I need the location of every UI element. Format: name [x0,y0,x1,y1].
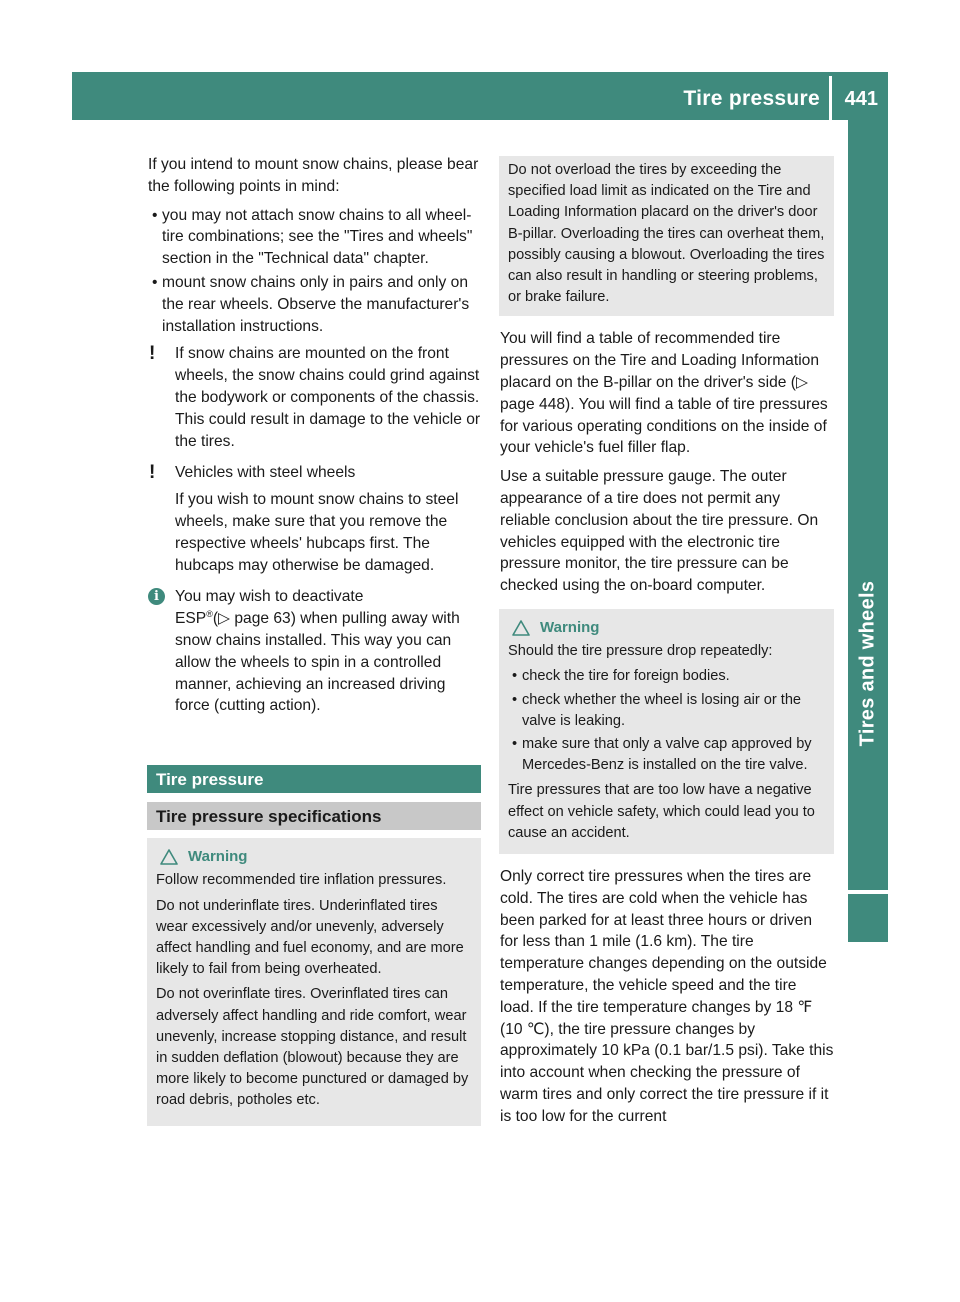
steel-wheels-heading: Vehicles with steel wheels [175,464,356,482]
overload-text: Do not overload the tires by exceeding the specified load limit as indicated on the Tire and Loading Information placard on the driver's door B-pillar. Overloading the tires can overheat them, possibly causing a blowout. Overloading the tires can also result in handling or steering problems, or brake failure. [508,162,825,306]
warning-box [147,838,481,1125]
steel-wheels-note [148,462,481,576]
list-item: • make sure that only a valve cap approved by Mercedes-Benz is installed on the tire valve. [508,734,825,776]
list-item: • check the tire for foreign bodies. [508,666,825,687]
page-number: 441 [844,88,878,110]
esp-label: ESP [175,610,207,628]
warning-outro: Tire pressures that are too low have a negative effect on vehicle safety, which could lead you to cause an accident. [508,782,815,841]
info-note [148,586,481,717]
side-tab-text: Tires and wheels [856,580,879,746]
caution-text: If snow chains are mounted on the front wheels, the snow chains could grind against the bodywork or components of the chassis. This could result in damage to the vehicle or the tires. [175,345,481,450]
warning-list [508,666,825,776]
cold-tires-paragraph: Only correct tire pressures when the tires are cold. The tires are cold when the vehicle has been parked for at least three hours or driven for less than 1 mile (1.6 km). The tire temperature changes depending on the outside temperature, the vehicle speed and the tire load. If the tire temperature changes by 18 ℉ (10 ℃), the tire pressure changes by approximately 10 kPa (0.1 bar/1.5 psi). Take this into account when checking the pressure of warm tires and only correct the tire pressure if it is too low for the current [500,868,834,1125]
warning-heading [508,617,825,638]
steel-wheels-text: If you wish to mount snow chains to steel wheels, make sure that you remove the respective wheels' hubcaps first. The hubcaps may otherwise be damaged. [175,491,459,574]
warning-title: Warning [188,848,248,866]
list-item: • mount snow chains only in pairs and only on the rear wheels. Observe the manufacturer's installation instructions. [148,272,481,337]
intro-paragraph: If you intend to mount snow chains, please bear the following points in mind: [148,156,479,195]
info-text [175,608,481,717]
gauge-paragraph: Use a suitable pressure gauge. The outer appearance of a tire does not permit any reliable conclusion about the tire pressure. On vehicles equipped with the electronic tire pressure monitor, the tire pressure can be checked using the on-board computer. [500,468,819,595]
info-icon: i [148,588,165,605]
info-line1: You may wish to deactivate [175,588,364,606]
header-title: Tire pressure [683,87,820,110]
snow-chain-list [148,205,481,338]
esp-page-reference[interactable]: (▷ page 63) when pulling away with snow chains installed. This way you can allow the wheels to spin in a controlled manner, achieving an increased driving force (cutting action). [175,610,460,715]
page-header [72,72,888,120]
exclamation-icon: ! [149,343,156,365]
list-item: • you may not attach snow chains to all wheel-tire combinations; see the "Tires and wheels" section in the "Technical data" chapter. [148,205,481,270]
warning-heading [156,846,472,867]
right-column [500,156,834,1135]
side-tab-label [848,478,888,848]
side-tab-marker [848,894,888,942]
overload-warning-box [499,156,834,316]
registered-mark: ® [206,608,213,619]
header-divider [829,76,832,120]
warning-triangle-icon [512,620,530,636]
warning-paragraph: Do not overinflate tires. Overinflated tires can adversely affect handling and ride comfort, wear unevenly, increase stopping distance, and result in sudden deflation (blowout) because they are more likely to become punctured or damaged by road debris, potholes etc. [156,986,469,1109]
list-item: • check whether the wheel is losing air or the valve is leaking. [508,690,825,732]
placard-paragraph: You will find a table of recommended tire pressures on the Tire and Loading Information placard on the B-pillar on the driver's side (▷ page 448). You will find a table of tire pressures for various operating conditions on the inside of your vehicle's fuel filler flap. [500,330,828,457]
warning-title: Warning [540,618,600,636]
warning-paragraph: Do not underinflate tires. Underinflated tires wear excessively and/or unevenly, adversely affect handling and fuel economy, and are more likely to fail from being overheated. [156,897,464,978]
section-heading: Tire pressure [147,765,481,793]
exclamation-icon: ! [149,462,156,484]
warning-box [499,609,834,854]
warning-intro: Should the tire pressure drop repeatedly: [508,643,773,660]
warning-triangle-icon [160,849,178,865]
subsection-heading: Tire pressure specifications [147,802,481,830]
left-column [148,154,481,1138]
warning-paragraph: Follow recommended tire inflation pressures. [156,872,447,889]
caution-note [148,343,481,452]
